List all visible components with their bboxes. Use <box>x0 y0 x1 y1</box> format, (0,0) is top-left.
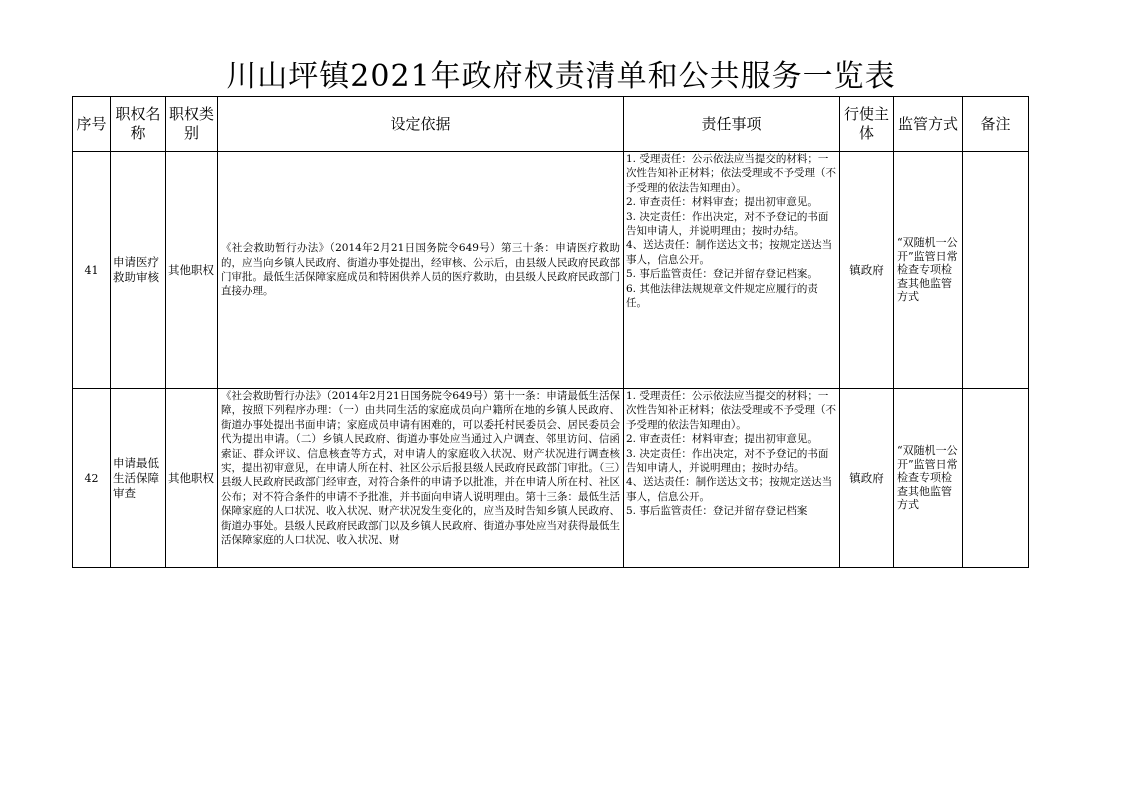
row-basis-text: 《社会救助暂行办法》（2014年2月21日国务院令649号）第十一条：申请最低生活保障，按照下列程序办理：（一）由共同生活的家庭成员向户籍所在地的乡镇人民政府、街道办事处提出书面申请；家庭成员申请有困难的，可以委托村民委员会、居民委员会代为提出申请。（二）乡镇人民政府、街道办事处应当通过入户调查、邻里访问、信函索证、群众评议、信息核查等方式，对申请人的家庭收入状况、财产状况进行调查核实，提出初审意见，在申请人所在村、社区公示后报县级人民政府民政部门审批。（三）县级人民政府民政部门经审查，对符合条件的申请予以批准，并在申请人所在村、社区公布；对不符合条件的申请不予批准，并书面向申请人说明理由。第十三条：最低生活保障家庭的人口状况、收入状况、财产状况发生变化的，应当及时告知乡镇人民政府、街道办事处。县级人民政府民政部门以及乡镇人民政府、街道办事处应当对获得最低生活保障家庭的人口状况、收入状况、财 <box>221 390 620 547</box>
responsibility-item: 2. 审查责任：材料审查；提出初审意见。 <box>626 196 818 209</box>
row-basis <box>218 389 624 568</box>
row-type: 其他职权 <box>166 389 218 568</box>
row-responsibility <box>624 152 840 389</box>
header-remarks: 备注 <box>963 97 1029 152</box>
powers-table <box>72 96 1029 568</box>
table-row <box>73 389 1029 568</box>
header-responsibility: 责任事项 <box>624 97 840 152</box>
header-subject: 行使主体 <box>840 97 894 152</box>
row-responsibility <box>624 389 840 568</box>
responsibility-item: 6. 其他法律法规规章文件规定应履行的责任。 <box>626 282 818 310</box>
row-remarks <box>963 389 1029 568</box>
page-title: 川山坪镇2021年政府权责清单和公共服务一览表 <box>226 59 896 94</box>
row-type: 其他职权 <box>166 152 218 389</box>
header-type: 职权类别 <box>166 97 218 152</box>
row-seq: 41 <box>73 152 111 389</box>
row-supervision: “双随机一公开”监管日常检查专项检查其他监管方式 <box>894 389 963 568</box>
header-basis: 设定依据 <box>218 97 624 152</box>
row-name: 申请医疗救助审核 <box>111 152 166 389</box>
row-subject: 镇政府 <box>840 152 894 389</box>
row-seq: 42 <box>73 389 111 568</box>
responsibility-item: 5. 事后监管责任：登记并留存登记档案。 <box>626 268 818 281</box>
responsibility-item: 3. 决定责任：作出决定，对不予登记的书面告知申请人，并说明理由；按时办结。 <box>626 210 829 238</box>
row-remarks <box>963 152 1029 389</box>
row-subject: 镇政府 <box>840 389 894 568</box>
header-seq: 序号 <box>73 97 111 152</box>
header-supervision: 监管方式 <box>894 97 963 152</box>
row-supervision: “双随机一公开”监管日常检查专项检查其他监管方式 <box>894 152 963 389</box>
row-responsibility-list <box>626 389 837 519</box>
responsibility-item: 4、送达责任：制作送达文书；按规定送达当事人，信息公开。 <box>626 476 833 503</box>
responsibility-item: 2. 审查责任：材料审查；提出初审意见。 <box>626 433 818 446</box>
table-row <box>73 152 1029 389</box>
responsibility-item: 4、送达责任：制作送达文书；按规定送达当事人，信息公开。 <box>626 239 833 266</box>
row-basis: 《社会救助暂行办法》（2014年2月21日国务院令649号）第三十条：申请医疗救助的，应当向乡镇人民政府、街道办事处提出，经审核、公示后，由县级人民政府民政部门审批。最低生活保障家庭成员和特困供养人员的医疗救助，由县级人民政府民政部门直接办理。 <box>218 152 624 389</box>
table-header-row <box>73 97 1029 152</box>
responsibility-item: 5. 事后监管责任：登记并留存登记档案 <box>626 505 808 518</box>
responsibility-item: 1. 受理责任：公示依法应当提交的材料；一次性告知补正材料；依法受理或不予受理（不予受理的依法告知理由）。 <box>626 153 836 194</box>
responsibility-item: 1. 受理责任：公示依法应当提交的材料；一次性告知补正材料；依法受理或不予受理（不予受理的依法告知理由）。 <box>626 390 836 431</box>
header-name: 职权名称 <box>111 97 166 152</box>
row-name: 申请最低生活保障审查 <box>111 389 166 568</box>
responsibility-item: 3. 决定责任：作出决定，对不予登记的书面告知申请人，并说明理由；按时办结。 <box>626 447 829 475</box>
